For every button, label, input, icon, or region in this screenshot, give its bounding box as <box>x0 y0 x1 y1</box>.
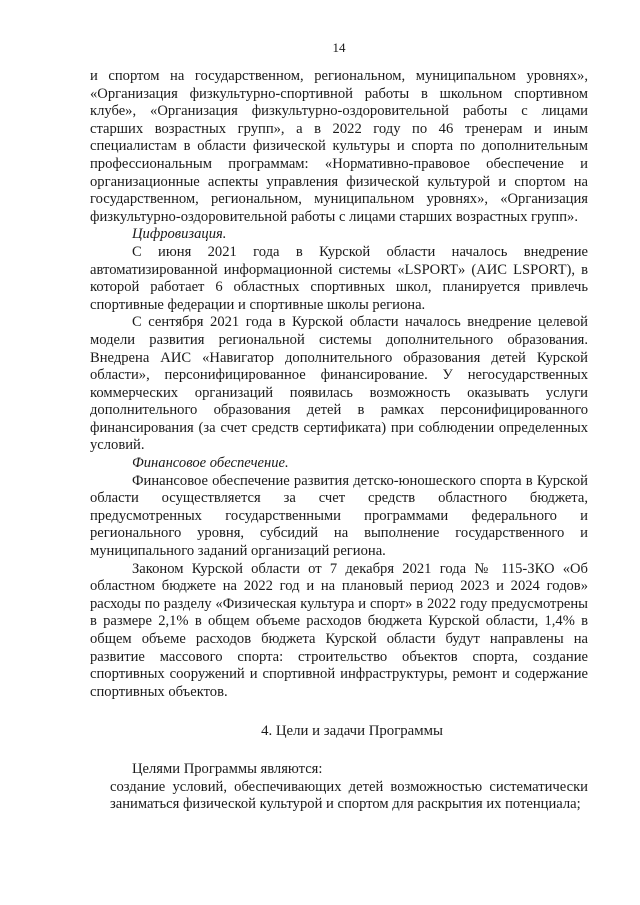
document-body <box>90 68 588 814</box>
subheading-digitalization: Цифровизация. <box>132 226 227 243</box>
paragraph-training: и спортом на государственном, региональном, муниципальном уровнях», «Организация физкультурно-спортивной работы в школьном спортивном клубе», «Организация физкультурно-оздоровительной работы с лицами старших возрастных групп», а в 2022 году по 46 тренерам и иным специалистам в области физической культуры и спорта по дополнительным профессиональным программам: «Нормативно-правовое обеспечение и организационные аспекты управления физической культурой и спортом на государственном, региональном, муниципальном уровнях», «Организация физкультурно-оздоровительной работы с лицами старших возрастных групп». <box>90 68 588 225</box>
paragraph-target-model: С сентября 2021 года в Курской области началось внедрение целевой модели развития региональной системы дополнительного образования. Внедрена АИС «Навигатор дополнительного образования детей Курской области», персонифицированное финансирование. У негосударственных коммерческих организаций появилась возможность оказывать услуги дополнительного образования детей в рамках персонифицированного финансирования (за счет средств сертификата) при соблюдении определенных условий. <box>90 314 588 454</box>
goals-intro: Целями Программы являются: <box>132 760 323 777</box>
section-title: 4. Цели и задачи Программы <box>261 723 443 740</box>
paragraph-financing: Финансовое обеспечение развития детско-юношеского спорта в Курской области осуществляется за счет средств областного бюджета, предусмотренных государственными программами федерального и регионального уровня, субсидий на выполнение государственного и муниципального заданий организаций региона. <box>90 472 588 560</box>
subheading-financing: Финансовое обеспечение. <box>132 455 289 472</box>
paragraph-lsport: С июня 2021 года в Курской области началось внедрение автоматизированной информационной системы «LSPORT» (АИС LSPORT), в которой работает 6 областных спортивных школ, планируется привлечь спортивные федерации и спортивные школы региона. <box>90 243 588 313</box>
goal-item: создание условий, обеспечивающих детей возможностью систематически заниматься физической культурой и спортом для раскрытия их потенциала; <box>110 778 588 813</box>
paragraph-budget-law: Законом Курской области от 7 декабря 2021 года № 115-ЗКО «Об областном бюджете на 2022 год и на плановый период 2023 и 2024 годов» расходы по разделу «Физическая культура и спорт» в 2022 году предусмотрены в размере 2,1% в общем объеме расходов бюджета Курской области, 1,4% в общем объеме расходов бюджета Курской области будут направлены на развитие массового спорта: строительство объектов спорта, создание спортивных сооружений и спортивной инфраструктуры, ремонт и содержание спортивных объектов. <box>90 560 588 700</box>
page-number: 14 <box>332 40 346 55</box>
